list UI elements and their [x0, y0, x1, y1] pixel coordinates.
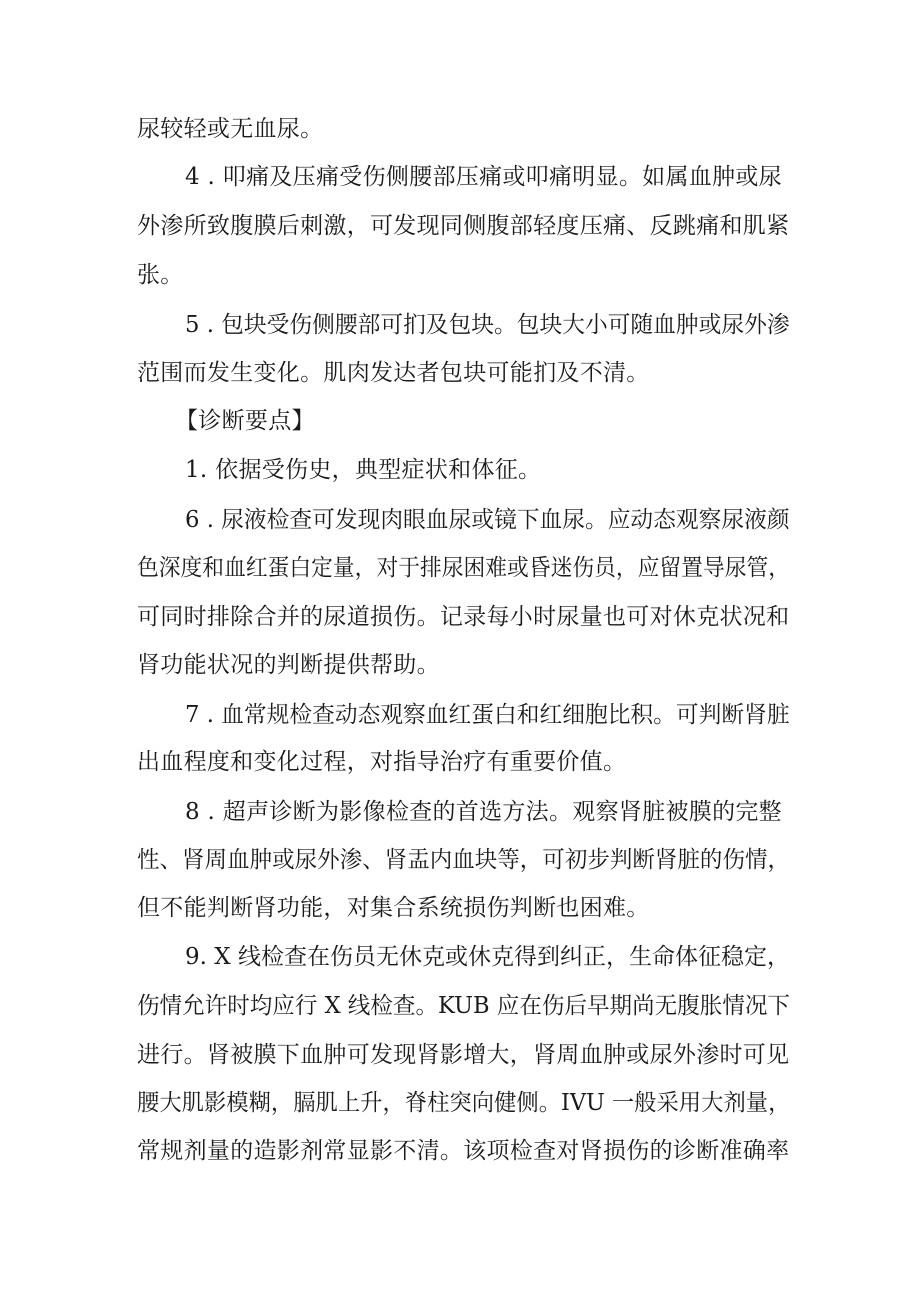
text-line: 但不能判断肾功能，对集合系统损伤判断也困难。: [137, 895, 650, 921]
text-line: 性、肾周血肿或尿外渗、肾盂内血块等，可初步判断肾脏的伤情，: [137, 847, 790, 873]
text-line: 9. X 线检查在伤员无休克或休克得到纠正，生命体征稳定，: [185, 944, 790, 970]
text-line: 5 . 包块受伤侧腰部可扪及包块。包块大小可随血肿或尿外渗: [185, 312, 790, 338]
text-line: 肾功能状况的判断提供帮助。: [137, 652, 440, 678]
text-line: 可同时排除合并的尿道损伤。记录每小时尿量也可对休克状况和: [137, 604, 790, 630]
text-line: 进行。肾被膜下血肿可发现肾影增大，肾周血肿或尿外渗时可见: [137, 1042, 790, 1068]
text-line: 1. 依据受伤史，典型症状和体征。: [185, 457, 542, 483]
text-line: 常规剂量的造影剂常显影不清。该项检查对肾损伤的诊断准确率: [137, 1138, 790, 1164]
text-line: 伤情允许时均应行 X 线检查。KUB 应在伤后早期尚无腹胀情况下: [137, 993, 790, 1019]
text-line: 尿较轻或无血尿。: [137, 116, 324, 142]
text-line: 色深度和血红蛋白定量，对于排尿困难或昏迷伤员，应留置导尿管，: [137, 555, 791, 581]
text-line: 4 . 叩痛及压痛受伤侧腰部压痛或叩痛明显。如属血肿或尿: [185, 164, 782, 190]
text-line: 腰大肌影模糊，膈肌上升，脊柱突向健侧。IVU 一般采用大剂量，: [137, 1090, 791, 1116]
text-line: 外渗所致腹膜后刺激，可发现同侧腹部轻度压痛、反跳痛和肌紧: [137, 213, 790, 239]
text-line: 7 . 血常规检查动态观察血红蛋白和红细胞比积。可判断肾脏: [185, 702, 790, 728]
text-line: 张。: [137, 262, 184, 288]
text-line: 范围而发生变化。肌肉发达者包块可能扪及不清。: [137, 360, 650, 386]
text-line: 8 . 超声诊断为影像检查的首选方法。观察肾脏被膜的完整: [185, 799, 782, 825]
text-line: 出血程度和变化过程，对指导治疗有重要价值。: [137, 749, 627, 775]
text-line: 6 . 尿液检查可发现肉眼血尿或镜下血尿。应动态观察尿液颜: [185, 507, 790, 533]
section-heading: 【诊断要点】: [175, 408, 315, 434]
